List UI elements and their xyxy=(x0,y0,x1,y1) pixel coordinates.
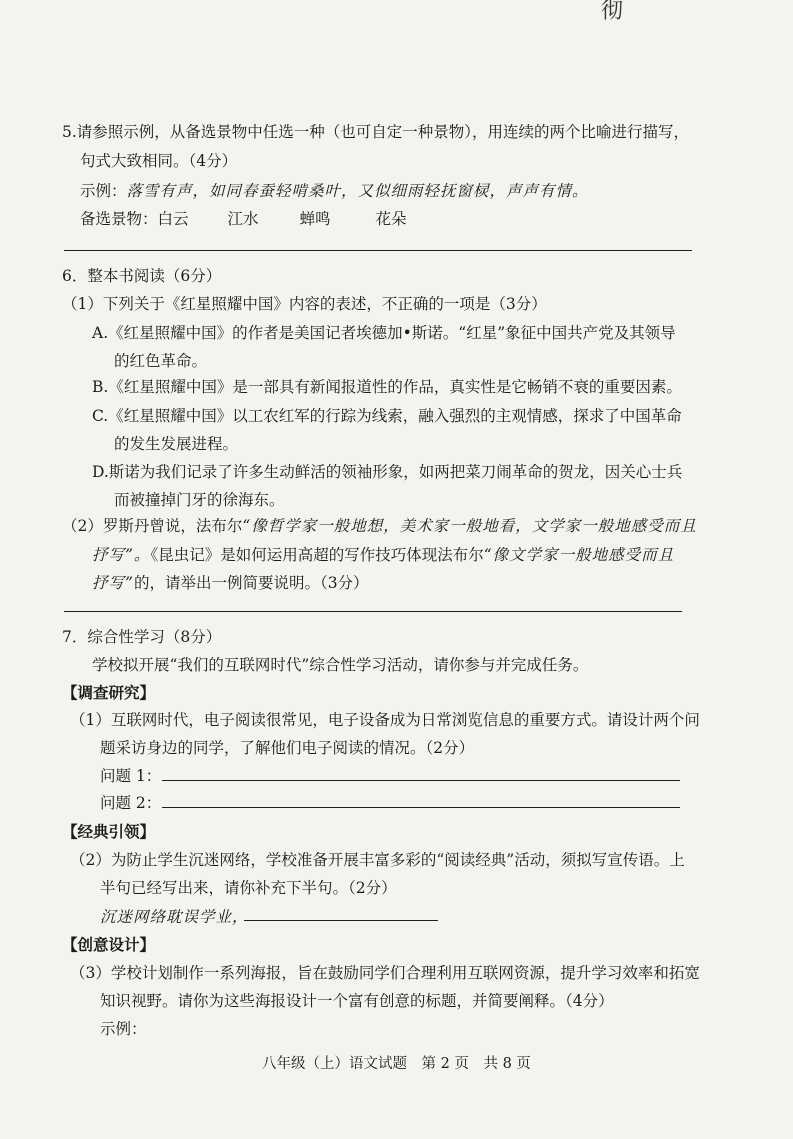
q6-sub2-text: （2）罗斯丹曾说，法布尔 xyxy=(62,517,243,535)
q5-example-label: 示例： xyxy=(80,182,127,200)
q6-option-c-line1: C.《红星照耀中国》以工农红军的行踪为线索，融入强烈的主观情感，探求了中国革命 xyxy=(92,407,682,425)
q5-option: 江水 xyxy=(227,210,259,228)
corner-mark: 彻 xyxy=(600,0,623,24)
q7-question1-label: 问题 1： xyxy=(100,767,162,785)
q6-option-a-line2: 的红色革命。 xyxy=(114,352,208,370)
q7-sub3-line1: （3）学校计划制作一系列海报，旨在鼓励同学们合理利用互联网资源，提升学习效率和拓宽 xyxy=(70,964,700,982)
q6-title: 6．整本书阅读（6分） xyxy=(62,267,222,285)
q6-sub2-quote-end: 抒写” xyxy=(92,574,134,592)
q6-sub2-line2 xyxy=(92,545,674,565)
q7-sub1-line2: 题采访身边的同学，了解他们电子阅读的情况。（2分） xyxy=(100,739,475,757)
q5-options-label: 备选景物： xyxy=(80,210,158,228)
q7-intro: 学校拟开展“我们的互联网时代”综合性学习活动，请你参与并完成任务。 xyxy=(92,656,589,674)
q5-stem-line2: 句式大致相同。（4分） xyxy=(80,152,238,170)
q6-sub1: （1）下列关于《红星照耀中国》内容的表述，不正确的一项是（3分） xyxy=(62,295,547,313)
q7-question2-label: 问题 2： xyxy=(100,794,162,812)
q5-stem-line1: 5.请参照示例，从备选景物中任选一种（也可自定一种景物），用连续的两个比喻进行描写， xyxy=(62,123,690,141)
q5-option: 花朵 xyxy=(375,210,407,228)
q5-example xyxy=(80,181,589,201)
q6-sub2-text: 《昆虫记》是如何运用高超的写作技巧体现法布尔 xyxy=(150,546,484,564)
q5-option: 蝉鸣 xyxy=(299,210,331,228)
answer-line-question2[interactable] xyxy=(162,807,680,808)
q7-section-research: 【调查研究】 xyxy=(62,683,156,702)
q7-sub2-line1: （2）为防止学生沉迷网络，学校准备开展丰富多彩的“阅读经典”活动，须拟写宣传语。上 xyxy=(70,851,685,869)
section-divider xyxy=(64,611,682,612)
q7-slogan-given: 沉迷网络耽误学业， xyxy=(100,908,249,926)
q6-sub2-quote-end: 抒写”。 xyxy=(92,546,151,564)
q5-option: 白云 xyxy=(157,210,189,228)
q6-sub2-text: 的，请举出一例简要说明。（3分） xyxy=(133,574,369,592)
answer-line-slogan[interactable] xyxy=(244,920,438,921)
page-footer: 八年级（上）语文试题 第 2 页 共 8 页 xyxy=(262,1056,531,1072)
q6-sub2-quote: “像哲学家一般地想，美术家一般地看，文学家一般地感受而且 xyxy=(242,517,697,535)
q6-option-c-line2: 的发生发展进程。 xyxy=(114,435,239,453)
q7-sub1-line1: （1）互联网时代，电子阅读很常见，电子设备成为日常浏览信息的重要方式。请设计两个问 xyxy=(70,711,700,729)
q6-sub2-quote: “像文学家一般地感受而且 xyxy=(483,546,675,564)
q7-title: 7．综合性学习（8分） xyxy=(62,628,222,646)
q6-sub2-line3 xyxy=(92,573,369,593)
q7-sub2-line2: 半句已经写出来，请你补充下半句。（2分） xyxy=(100,879,397,897)
q6-option-d-line2: 而被撞掉门牙的徐海东。 xyxy=(114,491,285,509)
q6-option-d-line1: D.斯诺为我们记录了许多生动鲜活的领袖形象，如两把菜刀闹革命的贺龙，因关心士兵 xyxy=(92,463,683,481)
answer-line-question1[interactable] xyxy=(162,780,680,781)
q7-section-classics: 【经典引领】 xyxy=(62,822,156,841)
q6-option-a-line1: A.《红星照耀中国》的作者是美国记者埃德加•斯诺。“红星”象征中国共产党及其领导 xyxy=(92,324,676,342)
q6-option-b: B.《红星照耀中国》是一部具有新闻报道性的作品，真实性是它畅销不衰的重要因素。 xyxy=(92,378,682,396)
q6-sub2-line1 xyxy=(62,516,697,536)
q5-options xyxy=(80,209,407,229)
q7-sub3-line2: 知识视野。请你为这些海报设计一个富有创意的标题，并简要阐释。（4分） xyxy=(100,992,614,1010)
q7-section-design: 【创意设计】 xyxy=(62,935,156,954)
q5-example-text: 落雪有声，如同春蚕轻啃桑叶，又似细雨轻抚窗棂，声声有情。 xyxy=(126,182,589,200)
section-divider xyxy=(64,250,692,251)
q7-sub3-example-label: 示例： xyxy=(100,1020,147,1038)
